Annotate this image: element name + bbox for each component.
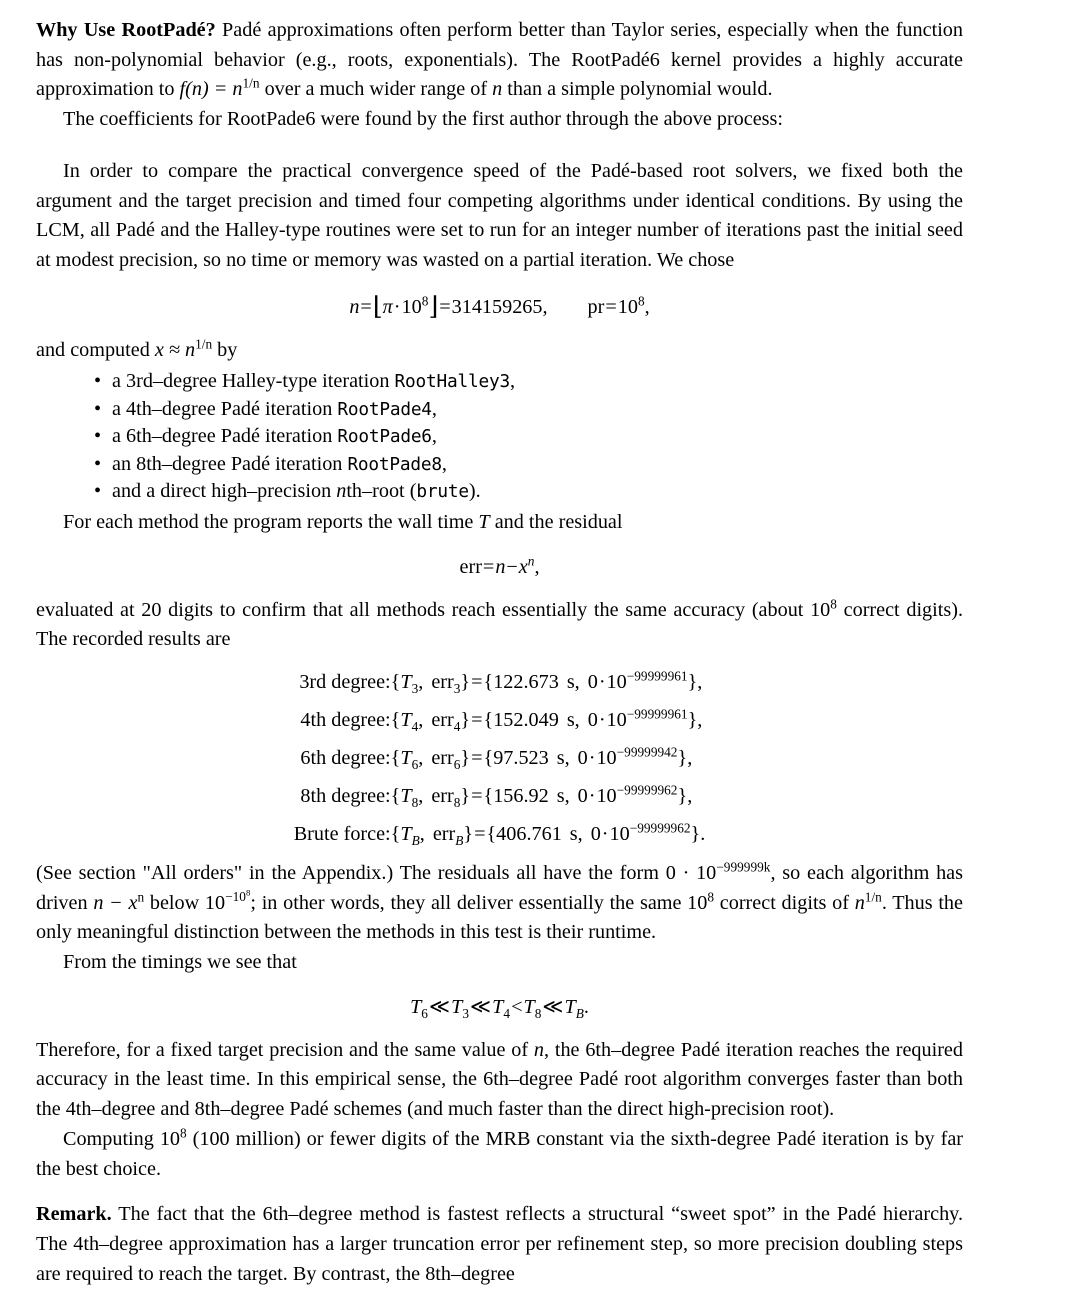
brace-open: { [390, 784, 401, 807]
table-row [294, 815, 706, 853]
result-err-symbol: err [431, 708, 454, 731]
cdot-sign: · [598, 670, 606, 693]
brace-open: { [390, 746, 401, 769]
list-item [36, 369, 963, 396]
eq-err-minus: − [506, 555, 518, 578]
inline-var-n-1: n [492, 78, 503, 101]
table-row [294, 701, 706, 739]
display-equation-err [36, 550, 963, 584]
eq-T6: T [410, 995, 422, 1018]
result-time-unit: s [556, 784, 565, 807]
result-label: 8th degree: [300, 784, 391, 807]
result-formula [391, 815, 706, 853]
brace-close-2: } [690, 822, 701, 845]
paragraph-therefore [36, 1036, 963, 1125]
paragraph-and-computed [36, 336, 963, 366]
see-section-text-c: below 10 [144, 891, 226, 914]
brace-open-2: { [483, 746, 494, 769]
eq-less-than: < [511, 995, 523, 1018]
comma-2: , [564, 746, 570, 769]
table-row [294, 739, 706, 777]
paragraph-why-text-b: over a much wider range of [259, 78, 493, 101]
vertical-gap-2 [36, 1184, 963, 1200]
result-exponent: −99999942 [616, 744, 678, 760]
inline-var-n-2: n [533, 1038, 544, 1061]
bullet-dot-icon: • [94, 370, 102, 393]
inline-math-f-of-n: $f(n) = n^{1/n}$ [179, 75, 260, 101]
eq-n-value: 314159265, [451, 295, 548, 318]
comma-1: , [418, 784, 424, 807]
eq-T4: T [492, 995, 504, 1018]
result-err-subscript: 3 [453, 680, 461, 696]
result-label: 4th degree: [300, 708, 391, 731]
bullet-dot-icon: • [94, 425, 102, 448]
eq-n-cdot: · [393, 295, 401, 318]
floor-open-bracket: ⌊ [372, 292, 383, 321]
exponent-one-over-n: 1/n [242, 75, 260, 91]
result-T-subscript: 6 [411, 756, 419, 772]
eq-err-lhs: err [459, 555, 482, 578]
bullet-dot-icon: • [94, 452, 102, 475]
result-err-subscript: 4 [453, 718, 461, 734]
result-err-symbol: err [432, 822, 456, 845]
result-coefficient: 0 [587, 670, 598, 693]
eq-err-comma: , [534, 555, 540, 578]
result-T-symbol: T [400, 670, 412, 693]
result-err-symbol: err [431, 670, 454, 693]
list-item-punct: , [441, 452, 447, 475]
result-time-value: 156.92 [493, 784, 549, 807]
result-time-value: 406.761 [496, 822, 562, 845]
inline-var-T: T [478, 510, 490, 533]
see-section-text-f: . Thus the only meaningful distinction between the methods in this test is their runtime. [36, 891, 963, 944]
exponent-neg-ten-to-eight: −108 [225, 887, 251, 904]
equals-sign: = [471, 784, 483, 807]
brace-close: } [460, 784, 471, 807]
eq-n-pi: π [382, 295, 393, 318]
exponent-one-over-n-3: 1/n [864, 888, 882, 904]
result-time-unit: s [566, 670, 575, 693]
computing-text-a: Computing 10 [63, 1127, 181, 1150]
equals-sign: = [471, 746, 483, 769]
results-table [294, 663, 706, 853]
eq-T3-subscript: 3 [462, 1005, 470, 1021]
eq-much-less-1: ≪ [428, 995, 451, 1018]
eq-n-equals-2: = [439, 295, 451, 318]
comma-1: , [418, 746, 424, 769]
code-rootpade4: RootPade4 [337, 399, 432, 420]
and-computed-text-a: and computed [36, 338, 155, 361]
bullet-dot-icon: • [94, 480, 102, 503]
evaluated-text-a: evaluated at 20 digits to confirm that all methods reach essentially the same accuracy (about 10 [36, 598, 831, 621]
exponent-8-c: 8 [180, 1125, 187, 1141]
eq-pr-equals: = [605, 295, 617, 318]
comma-2: , [574, 708, 580, 731]
list-item-text: an 8th–degree Padé iteration [112, 452, 348, 475]
list-item [36, 397, 963, 424]
list-item-punct: , [509, 370, 516, 393]
result-T-subscript: 8 [411, 794, 419, 810]
brace-close-2: } [677, 746, 688, 769]
cdot-sign: · [588, 784, 596, 807]
list-item [36, 424, 963, 451]
result-formula [391, 777, 706, 815]
brace-open-2: { [483, 708, 494, 731]
comma-2: , [574, 670, 580, 693]
computing-text-b: (100 million) or fewer digits of the MRB constant via the sixth-degree Padé iteration is by far the best choice. [36, 1127, 964, 1180]
brace-open-2: { [486, 822, 497, 845]
result-trailing-punct: , [687, 784, 693, 807]
result-exponent: −99999961 [626, 668, 688, 684]
paragraph-remark [36, 1200, 963, 1289]
result-T-symbol: T [400, 746, 412, 769]
comma-1: , [419, 822, 425, 845]
paragraph-from-the-timings: From the timings we see that [63, 951, 297, 974]
vertical-gap-1 [36, 135, 963, 157]
brace-close: } [463, 822, 474, 845]
code-rootpade8: RootPade8 [347, 454, 442, 475]
brace-open: { [390, 708, 401, 731]
brace-open-2: { [483, 784, 494, 807]
see-section-text-b: , so each algorithm has driven [36, 861, 963, 914]
paragraph-coefficients: The coefficients for RootPade6 were found by the first author through the above process: [63, 108, 783, 131]
cdot-sign: · [598, 708, 606, 731]
equals-sign: = [471, 708, 483, 731]
exponent-8-b: 8 [707, 888, 715, 904]
equals-sign: = [471, 670, 483, 693]
comma-1: , [418, 670, 424, 693]
result-T-subscript: B [411, 832, 420, 848]
brace-open: { [390, 670, 401, 693]
table-row [294, 663, 706, 701]
eq-TB-subscript: B [575, 1005, 584, 1021]
cdot-sign: · [601, 822, 609, 845]
paragraph-why-text-a: Padé approximations often perform better than Taylor series, especially when the function has non-polynomial behavior (e.g., roots, exponentials). The RootPadé6 kernel provides a highly accurate approximation to [36, 19, 963, 101]
eq-TB: T [564, 995, 576, 1018]
result-base: 10 [606, 708, 627, 731]
inline-math-n-minus-x: $n - x^n$ [93, 888, 145, 914]
list-item-punct: , [431, 425, 437, 448]
eq-n-lhs: n [349, 295, 360, 318]
display-equation-timing-ordering [36, 990, 963, 1024]
eq-ordering-period: . [583, 995, 589, 1018]
result-coefficient: 0 [577, 784, 588, 807]
result-trailing-punct: , [697, 708, 703, 731]
result-label: 3rd degree: [299, 670, 391, 693]
brace-close: } [460, 670, 471, 693]
paragraph-see-section-all-orders [36, 859, 963, 948]
cdot-sign: · [588, 746, 596, 769]
and-computed-text-b: by [212, 338, 238, 361]
result-coefficient: 0 [590, 822, 601, 845]
nested-exponent-8: 8 [245, 887, 251, 898]
code-brute: brute [416, 482, 469, 503]
list-item-punct: , [431, 397, 437, 420]
brace-close-2: } [687, 708, 698, 731]
floor-close-bracket: ⌋ [428, 292, 439, 321]
eq-n-ten: 10 [401, 295, 422, 318]
result-base: 10 [609, 822, 630, 845]
list-item-punct: ). [468, 480, 481, 503]
eq-pr-ten: 10 [617, 295, 638, 318]
for-each-text-a: For each method the program reports the wall time [63, 510, 479, 533]
result-trailing-punct: , [687, 746, 693, 769]
runin-heading-why-use-rootpade: Why Use RootPadé? [36, 19, 216, 41]
eq-pr-comma: , [644, 295, 650, 318]
exponent-999999k: −999999k [716, 859, 771, 875]
list-item-text: a 3rd–degree Halley-type iteration [112, 370, 395, 393]
therefore-text-a: Therefore, for a fixed target precision and the same value of [36, 1038, 534, 1061]
inline-math-n-root-n: $n^{1/n}$ [854, 888, 882, 914]
result-formula [391, 739, 706, 777]
result-err-symbol: err [431, 746, 454, 769]
eq-T3: T [451, 995, 463, 1018]
result-err-subscript: 8 [453, 794, 461, 810]
code-rootpade6: RootPade6 [337, 427, 432, 448]
remark-text: The fact that the 6th–degree method is fastest reflects a structural “sweet spot” in the Padé hierarchy. The 4th–degree approximation has a larger truncation error per refinement step, so more precision doubling steps are required to reach the target. By contrast, the 8th–degree [36, 1203, 963, 1285]
eq-n-equals-1: = [360, 295, 372, 318]
comma-1: , [418, 708, 424, 731]
evaluated-text-b: correct digits). The recorded results are [36, 598, 963, 651]
paragraph-why-text-c: than a simple polynomial would. [502, 78, 773, 101]
brace-close-2: } [677, 784, 688, 807]
paragraph-computing-digits [36, 1125, 963, 1184]
brace-close: } [460, 708, 471, 731]
paragraph-evaluated-at-20-digits [36, 596, 963, 655]
result-label: Brute force: [293, 822, 391, 845]
paragraph-why-use-rootpade [36, 16, 963, 105]
brace-close: } [460, 746, 471, 769]
paragraph-for-each-method [36, 508, 963, 538]
result-T-subscript: 4 [411, 718, 419, 734]
result-coefficient: 0 [587, 708, 598, 731]
comma-2: , [577, 822, 583, 845]
for-each-text-b: and the residual [489, 510, 623, 533]
display-equation-n-value [36, 288, 963, 324]
eq-pr-label: pr [587, 295, 605, 318]
exponent-n-1: n [137, 888, 145, 904]
result-base: 10 [606, 670, 627, 693]
result-T-symbol: T [400, 708, 412, 731]
eq-n-ten-exponent: 8 [421, 292, 429, 308]
result-err-subscript: 6 [453, 756, 461, 772]
result-coefficient: 0 [577, 746, 588, 769]
see-section-text-a: (See section "All orders" in the Appendix.) The residuals all have the form 0 · 10 [36, 861, 717, 884]
result-label: 6th degree: [300, 746, 391, 769]
eq-T8: T [523, 995, 535, 1018]
brace-open: { [390, 822, 401, 845]
eq-err-equals: = [482, 555, 495, 578]
see-section-text-e: correct digits of [714, 891, 855, 914]
eq-T8-subscript: 8 [534, 1005, 542, 1021]
result-time-unit: s [569, 822, 578, 845]
result-base: 10 [596, 746, 617, 769]
runin-heading-remark: Remark. [36, 1203, 112, 1226]
eq-pr-exponent: 8 [637, 292, 645, 308]
result-time-unit: s [566, 708, 575, 731]
inline-var-n-bullet: n [336, 480, 347, 503]
eq-err-x: x [518, 555, 528, 578]
result-err-subscript: B [455, 832, 464, 848]
inline-math-x-approx-n: $x \approx n^{1/n}$ [154, 335, 213, 361]
result-T-subscript: 3 [411, 680, 419, 696]
result-trailing-punct: . [700, 822, 706, 845]
list-item-text: and a direct high–precision [112, 480, 337, 503]
list-item-text: a 4th–degree Padé iteration [112, 397, 338, 420]
result-time-value: 122.673 [493, 670, 559, 693]
result-err-symbol: err [431, 784, 454, 807]
eq-err-x-exponent: n [527, 552, 535, 568]
list-item [36, 452, 963, 479]
text-column [36, 16, 963, 1289]
list-item-text: a 6th–degree Padé iteration [112, 425, 338, 448]
comma-2: , [564, 784, 570, 807]
result-T-symbol: T [400, 784, 412, 807]
eq-T4-subscript: 4 [503, 1005, 511, 1021]
method-list [36, 369, 963, 506]
list-item [36, 479, 963, 506]
equals-sign: = [474, 822, 486, 845]
eq-T6-subscript: 6 [421, 1005, 428, 1021]
eq-much-less-2: ≪ [470, 995, 492, 1018]
result-time-unit: s [556, 746, 565, 769]
result-time-value: 97.523 [493, 746, 549, 769]
paragraph-in-order-to-compare: In order to compare the practical convergence speed of the Padé-based root solvers, we fixed both the argument and the target precision and timed four competing algorithms under identical conditions. By using the LCM, all Padé and the Halley-type routines were set to run for an integer number of iterations past the initial seed at modest precision, so no time or memory was wasted on a partial iteration. We chose [36, 159, 963, 271]
brace-open-2: { [483, 670, 494, 693]
eq-err-n: n [495, 555, 506, 578]
code-roothalley3: RootHalley3 [394, 372, 510, 393]
result-exponent: −99999962 [629, 820, 691, 836]
see-section-text-d: ; in other words, they all deliver essentially the same 10 [250, 891, 708, 914]
result-exponent: −99999961 [626, 706, 688, 722]
therefore-text-b: , the 6th–degree Padé iteration reaches the required accuracy in the least time. In this empirical sense, the 6th–degree Padé root algorithm converges faster than both the 4th–degree and 8th–degree Padé schemes (and much faster than the direct high-precision root). [36, 1038, 963, 1121]
result-base: 10 [596, 784, 617, 807]
result-formula [391, 663, 706, 701]
result-exponent: −99999962 [616, 782, 678, 798]
result-T-symbol: T [400, 822, 412, 845]
bullet-dot-icon: • [94, 397, 102, 420]
list-item-mid: th–root ( [346, 480, 417, 503]
exponent-one-over-n-2: 1/n [195, 335, 213, 351]
result-time-value: 152.049 [493, 708, 559, 731]
exponent-8-a: 8 [830, 595, 837, 611]
brace-close-2: } [687, 670, 698, 693]
result-trailing-punct: , [697, 670, 703, 693]
table-row [294, 777, 706, 815]
result-formula [391, 701, 706, 739]
eq-much-less-3: ≪ [542, 995, 564, 1018]
